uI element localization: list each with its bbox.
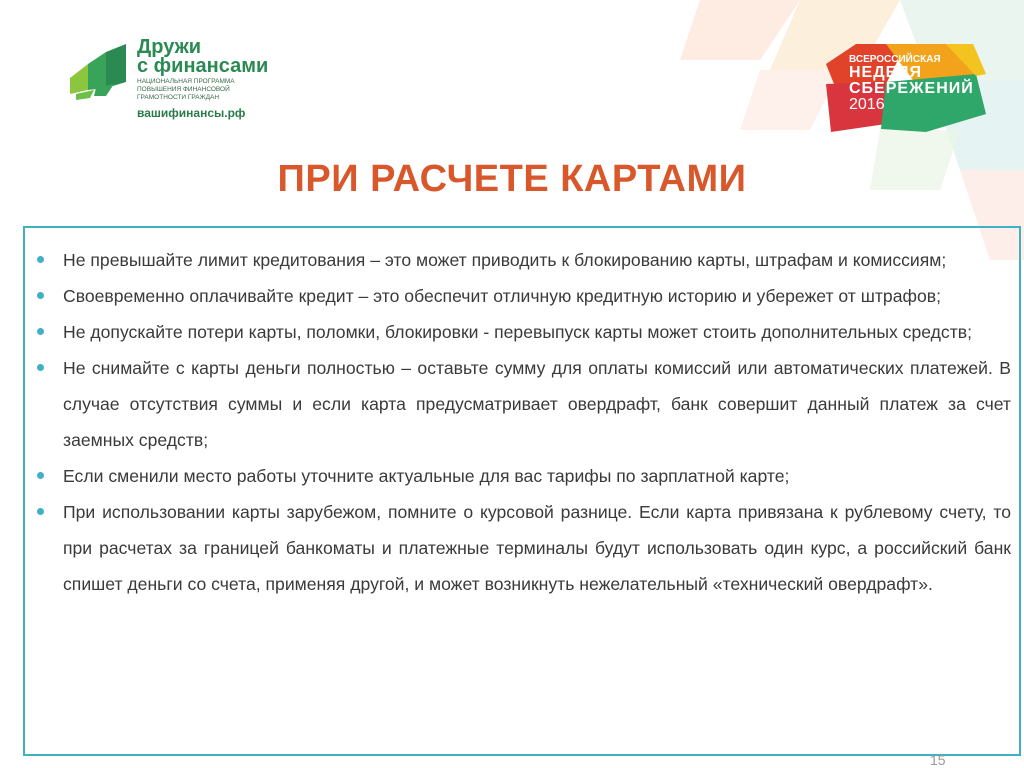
bullet-item: Своевременно оплачивайте кредит – это обеспечит отличную кредитную историю и убережет от штрафов; bbox=[33, 278, 1011, 314]
brand-website: вашифинансы.рф bbox=[137, 106, 246, 120]
bullet-item: При использовании карты зарубежом, помните о курсовой разнице. Если карта привязана к рублевому счету, то при расчетах за границей банкоматы и платежные терминалы будут использовать один курс, а российский банк спишет деньги со счета, применяя другой, и может возникнуть нежелательный «технический овердрафт». bbox=[33, 494, 1011, 602]
bullet-item: Не превышайте лимит кредитования – это может приводить к блокированию карты, штрафам и комиссиям; bbox=[33, 242, 1011, 278]
bullet-item: Если сменили место работы уточните актуальные для вас тарифы по зарплатной карте; bbox=[33, 458, 1011, 494]
bullet-list bbox=[33, 242, 1011, 602]
week-badge-line3: СБЕРЕЖЕНИЙ bbox=[849, 80, 974, 97]
week-badge-line2: НЕДЕЛЯ bbox=[849, 64, 923, 81]
slide-title: ПРИ РАСЧЕТЕ КАРТАМИ bbox=[277, 158, 747, 200]
brand-name bbox=[137, 38, 268, 76]
brand-subtitle: НАЦИОНАЛЬНАЯ ПРОГРАММА ПОВЫШЕНИЯ ФИНАНСОВОЙ ГРАМОТНОСТИ ГРАЖДАН bbox=[137, 78, 235, 101]
page-number: 15 bbox=[930, 752, 946, 768]
content-box bbox=[23, 226, 1021, 756]
brand-name-line2: с финансами bbox=[137, 55, 269, 77]
week-badge-line1: ВСЕРОССИЙСКАЯ bbox=[849, 54, 941, 65]
bullet-item: Не допускайте потери карты, поломки, блокировки - перевыпуск карты может стоить дополнительных средств; bbox=[33, 314, 1011, 350]
week-badge-year: 2016 bbox=[849, 96, 885, 113]
brand-name-line1: Дружи bbox=[137, 36, 202, 58]
bullet-item: Не снимайте с карты деньги полностью – оставьте сумму для оплаты комиссий или автоматических платежей. В случае отсутствия суммы и если карта предусматривает овердрафт, банк совершит данный платеж за счет заемных средств; bbox=[33, 350, 1011, 458]
